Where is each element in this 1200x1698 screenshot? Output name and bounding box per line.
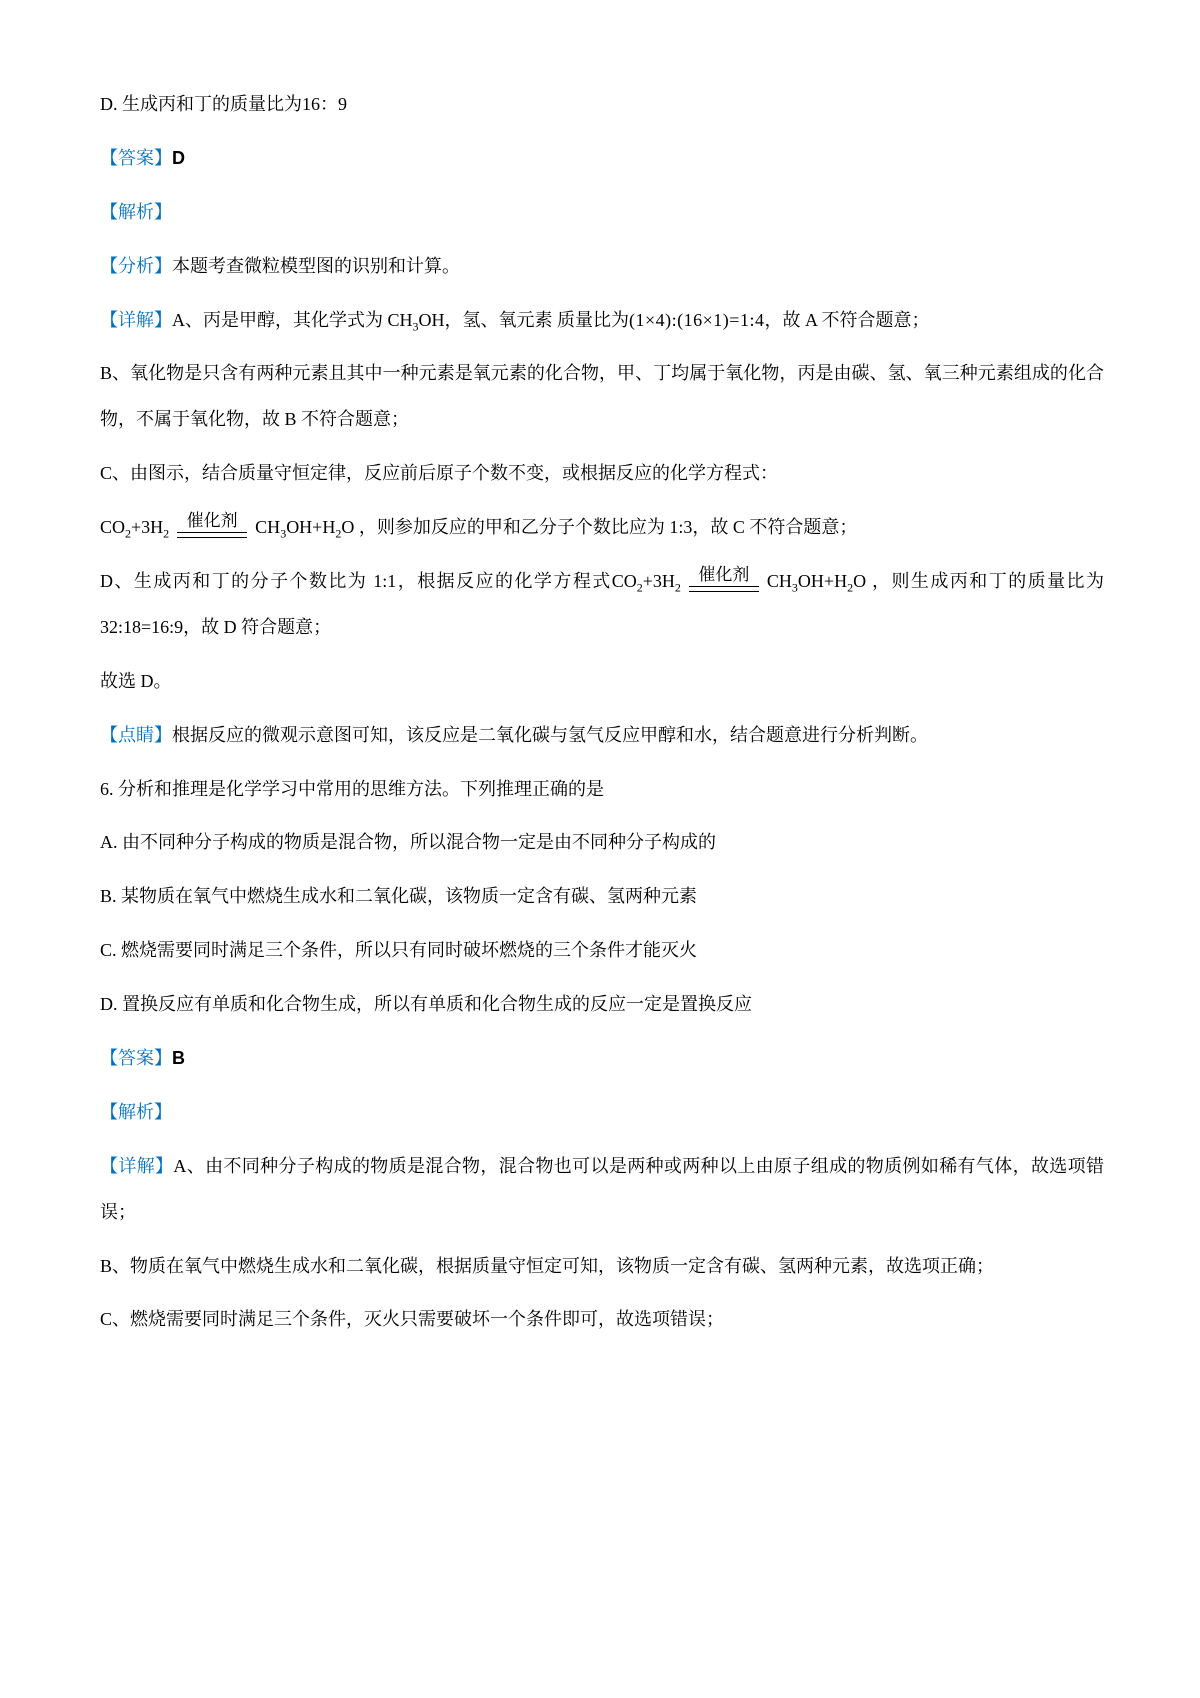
text-segment: C. 燃烧需要同时满足三个条件，所以只有同时破坏燃烧的三个条件才能灭火 <box>100 940 698 961</box>
paragraph <box>100 451 1104 497</box>
catalyst-label: 催化剂 <box>186 511 238 531</box>
chem-formula: CO <box>611 571 637 592</box>
chem-subscript: 2 <box>674 580 681 595</box>
text-segment: 根据反应的微观示意图可知，该反应是二氧化碳与氢气反应甲醇和水，结合题意进行分析判断。 <box>172 724 928 745</box>
chem-subscript: 3 <box>791 580 798 595</box>
text-segment: ，则参加反应的甲和乙分子个数比应为 1:3，故 C 不符合题意； <box>354 517 858 538</box>
chem-subscript: 2 <box>125 526 132 541</box>
paragraph <box>100 298 1104 344</box>
text-segment: 6. 分析和推理是化学学习中常用的思维方法。下列推理正确的是 <box>100 778 604 799</box>
chem-formula: CH <box>255 517 281 538</box>
paragraph <box>100 559 1104 651</box>
paragraph <box>100 351 1104 443</box>
chem-formula: CH <box>766 571 792 592</box>
chem-subscript: 3 <box>412 319 419 334</box>
chem-formula: O <box>341 517 355 538</box>
text-segment: A、丙是甲醇，其化学式为 <box>172 309 388 330</box>
section-marker: 【解析】 <box>100 201 172 222</box>
paragraph <box>100 713 1104 759</box>
double-line <box>689 586 759 592</box>
paragraph <box>100 1244 1104 1290</box>
chem-formula: O <box>853 571 867 592</box>
catalyst-label: 催化剂 <box>698 565 750 585</box>
chem-subscript: 3 <box>280 526 287 541</box>
section-marker: 【分析】 <box>100 255 172 276</box>
section-marker: 【详解】 <box>100 309 172 330</box>
chem-subscript: 2 <box>847 580 854 595</box>
paragraph <box>100 1090 1104 1136</box>
answer-letter: B <box>172 1048 185 1069</box>
text-segment: C、燃烧需要同时满足三个条件，灭火只需要破坏一个条件即可，故选项错误； <box>100 1309 725 1330</box>
paragraph <box>100 136 1104 182</box>
answer-letter: D <box>172 147 185 168</box>
chem-formula: OH+H <box>797 571 848 592</box>
section-marker: 【解析】 <box>100 1101 172 1122</box>
double-line <box>177 532 247 538</box>
text-segment: B. 某物质在氧气中燃烧生成水和二氧化碳，该物质一定含有碳、氢两种元素 <box>100 886 698 907</box>
chem-formula: CH <box>387 309 413 330</box>
paragraph <box>100 982 1104 1028</box>
section-marker: 【详解】 <box>100 1155 174 1176</box>
section-marker: 【答案】 <box>100 147 172 168</box>
paragraph <box>100 505 1104 551</box>
chem-formula: OH <box>418 309 445 330</box>
chem-formula: +3H <box>131 517 164 538</box>
text-segment: A、由不同种分子构成的物质是混合物，混合物也可以是两种或两种以上由原子组成的物质例如稀有气体，故选项错误； <box>100 1155 1105 1222</box>
paragraph <box>100 874 1104 920</box>
catalyst-over-equals <box>689 564 759 591</box>
document-content <box>100 82 1104 1351</box>
catalyst-over-equals <box>177 510 247 537</box>
text-segment: B、氧化物是只含有两种元素且其中一种元素是氧元素的化合物，甲、丁均属于氧化物，丙是由碳、氢、氧三种元素组成的化合物，不属于氧化物，故 B 不符合题意； <box>100 363 1104 430</box>
chem-subscript: 2 <box>163 526 170 541</box>
text-segment: C、由图示，结合质量守恒定律，反应前后原子个数不变，或根据反应的化学方程式： <box>100 463 779 484</box>
text-segment: D. 生成丙和丁的质量比为16：9 <box>100 94 347 114</box>
text-segment: 本题考查微粒模型图的识别和计算。 <box>172 255 460 276</box>
paragraph <box>100 244 1104 290</box>
paragraph <box>100 1297 1104 1343</box>
paragraph <box>100 82 1104 128</box>
text-segment: ，氢、氧元素 质量比为 <box>444 309 630 330</box>
paragraph <box>100 928 1104 974</box>
text-segment: A. 由不同种分子构成的物质是混合物，所以混合物一定是由不同种分子构成的 <box>100 832 716 853</box>
chem-formula: OH+H <box>286 517 336 538</box>
text-segment: D、生成丙和丁的分子个数比为 1:1，根据反应的化学方程式 <box>100 571 612 592</box>
chem-formula: +3H <box>642 571 675 592</box>
paragraph <box>100 767 1104 813</box>
math-expression: (1×4):(16×1)=1:4 <box>629 309 765 330</box>
chem-subscript: 2 <box>636 580 643 595</box>
paragraph <box>100 1036 1104 1082</box>
paragraph <box>100 1144 1104 1236</box>
section-marker: 【点睛】 <box>100 724 172 745</box>
chem-subscript: 2 <box>335 526 342 541</box>
paragraph <box>100 820 1104 866</box>
text-segment: D. 置换反应有单质和化合物生成，所以有单质和化合物生成的反应一定是置换反应 <box>100 994 752 1015</box>
paragraph <box>100 659 1104 705</box>
text-segment: ，故 A 不符合题意； <box>764 309 930 330</box>
section-marker: 【答案】 <box>100 1048 172 1069</box>
paragraph <box>100 190 1104 236</box>
text-segment: 故选 D。 <box>100 670 172 691</box>
text-segment: ，则生成丙和丁的质量比为 32:18=16:9，故 D 符合题意； <box>100 571 1105 637</box>
text-segment: B、物质在氧气中燃烧生成水和二氧化碳，根据质量守恒定可知，该物质一定含有碳、氢两种元素，故选项正确； <box>100 1255 995 1276</box>
chem-formula: CO <box>100 517 126 538</box>
